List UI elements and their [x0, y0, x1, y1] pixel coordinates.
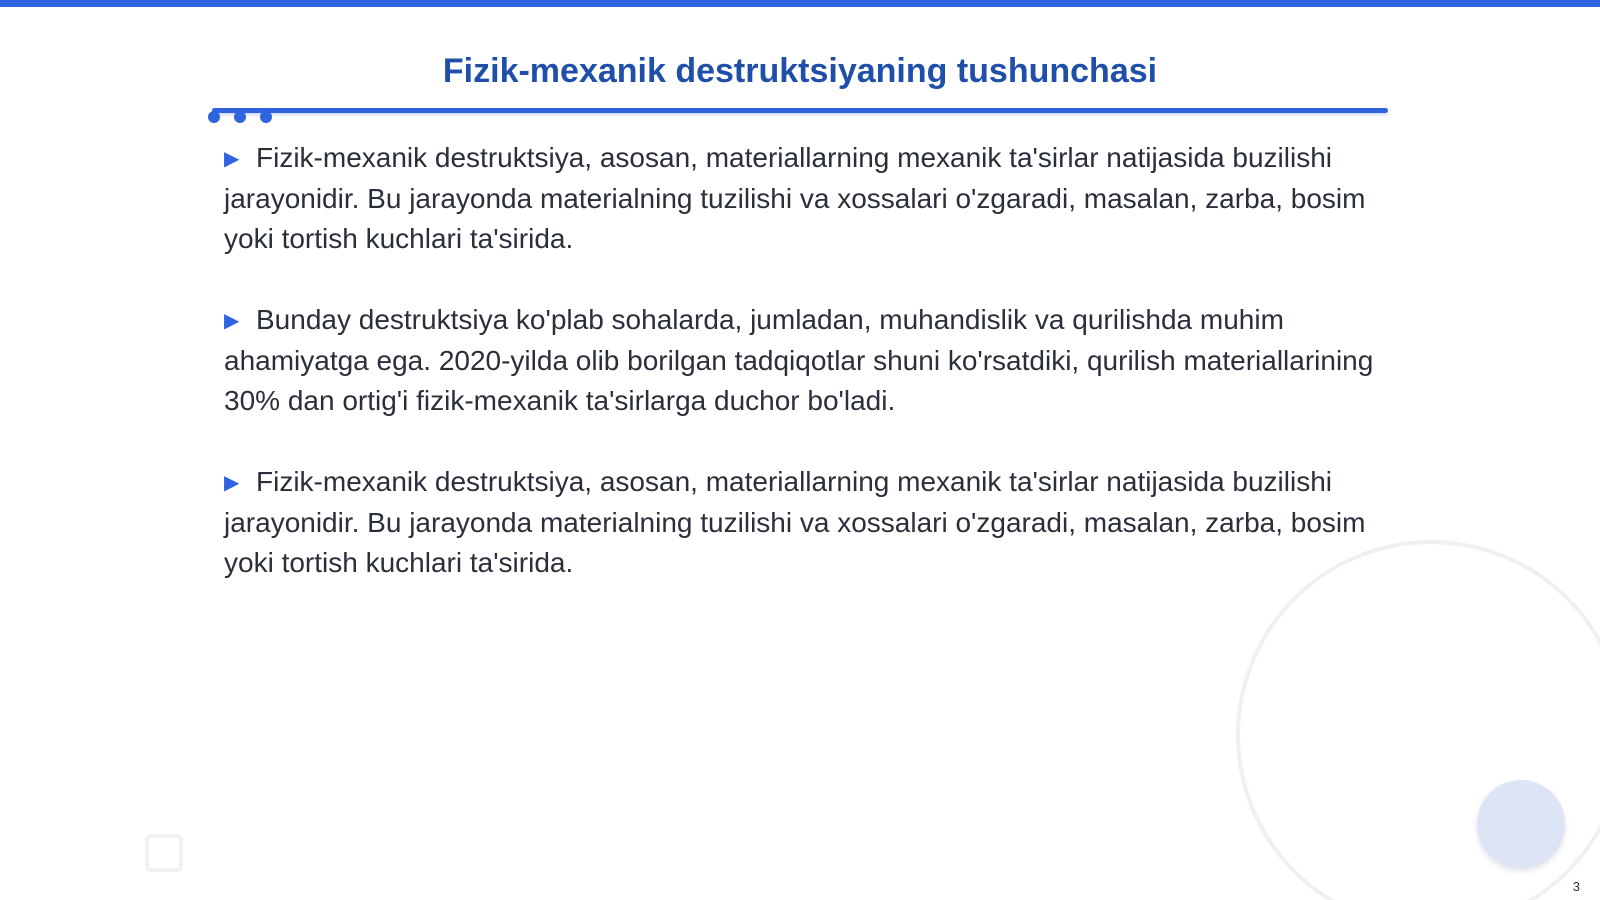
title-underline: [212, 108, 1388, 113]
bullet-text: Fizik-mexanik destruktsiya, asosan, materiallarning mexanik ta'sirlar natijasida buzilishi jarayonidir. Bu jarayonda materialning tuzilishi va xossalari o'zgaradi, masalan, zarba, bosim yoki tortish kuchlari ta'sirida.: [224, 142, 1366, 254]
bullet-text: Bunday destruktsiya ko'plab sohalarda, jumladan, muhandislik va qurilishda muhim ahamiyatga ega. 2020-yilda olib borilgan tadqiqotlar shuni ko'rsatdiki, qurilish materiallarining 30% dan ortig'i fizik-mexanik ta'sirlarga duchor bo'ladi.: [224, 304, 1374, 416]
bullet-item: [224, 300, 1384, 421]
triangle-bullet-icon: ▶: [224, 148, 240, 170]
bullet-list: [224, 138, 1384, 624]
bullet-item: [224, 462, 1384, 583]
decorative-dot: [234, 111, 246, 123]
decorative-dot: [260, 111, 272, 123]
page-number: 3: [1572, 879, 1580, 894]
triangle-bullet-icon: ▶: [224, 472, 240, 494]
bullet-text: Fizik-mexanik destruktsiya, asosan, materiallarning mexanik ta'sirlar natijasida buzilishi jarayonidir. Bu jarayonda materialning tuzilishi va xossalari o'zgaradi, masalan, zarba, bosim yoki tortish kuchlari ta'sirida.: [224, 466, 1366, 578]
bullet-item: [224, 138, 1384, 259]
decorative-square-outline: [145, 834, 183, 872]
decorative-circle-filled: [1477, 780, 1565, 868]
triangle-bullet-icon: ▶: [224, 310, 240, 332]
decorative-dot: [208, 111, 220, 123]
slide-title: Fizik-mexanik destruktsiyaning tushunchasi: [442, 52, 1158, 90]
top-accent-bar: [0, 0, 1600, 7]
